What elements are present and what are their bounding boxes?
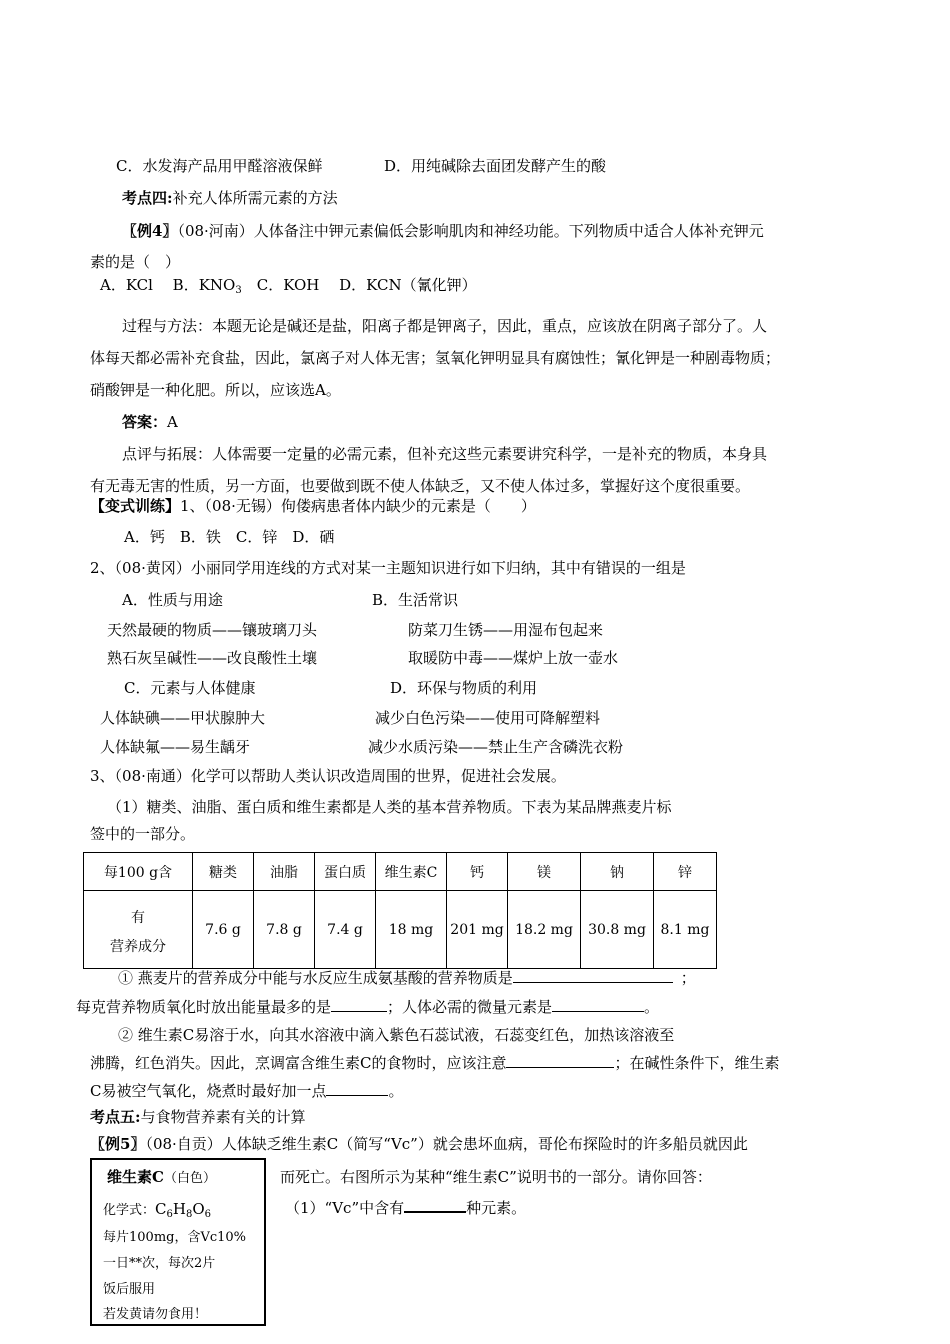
section-heading-5: 考点五:与食物营养素有关的计算 <box>90 1108 306 1126</box>
table-cell: 7.4 g <box>315 891 376 969</box>
q2-a-item2: 熟石灰呈碱性——改良酸性土壤 <box>107 649 318 667</box>
drill-q3-1b: 签中的一部分。 <box>90 825 196 843</box>
option-d: D．用纯碱除去面团发酵产生的酸 <box>384 157 607 175</box>
q2-b-item1: 防菜刀生锈——用湿布包起来 <box>408 621 604 639</box>
table-row-header: 有 营养成分 <box>84 891 193 969</box>
table-cell: 18 mg <box>376 891 447 969</box>
q3-sub1-line1: ① 燕麦片的营养成分中能与水反应生成氨基酸的营养物质是 ； <box>118 969 696 987</box>
review-line1: 点评与拓展：人体需要一定量的必需元素，但补充这些元素要讲究科学，一是补充的物质，本身具 <box>122 445 768 463</box>
q2-c-item1: 人体缺碘——甲状腺肿大 <box>100 709 266 727</box>
drill-q1: 【变式训练】1、（08·无锡）佝偻病患者体内缺少的元素是（ ） <box>90 497 536 515</box>
table-cell: 18.2 mg <box>508 891 581 969</box>
section-heading-4: 考点四:补充人体所需元素的方法 <box>122 189 338 207</box>
table-cell: 30.8 mg <box>581 891 654 969</box>
q3-sub1-line2: 每克营养物质氧化时放出能量最多的是 ；人体必需的微量元素是 。 <box>76 998 660 1016</box>
table-cell: 7.8 g <box>254 891 315 969</box>
label-frequency: 一日**次，每次2片 <box>103 1256 216 1271</box>
q2-d-item2: 减少水质污染——禁止生产含磷洗衣粉 <box>368 738 624 756</box>
vitamin-c-label <box>90 1158 266 1326</box>
nutrition-table <box>83 852 717 969</box>
answer-blank[interactable] <box>552 997 644 1012</box>
example-5-line2: 而死亡。右图所示为某种“维生素C”说明书的一部分。请你回答： <box>280 1168 712 1186</box>
drill-q3: 3、（08·南通）化学可以帮助人类认识改造周围的世界，促进社会发展。 <box>90 767 566 785</box>
table-col-header: 维生素C <box>376 853 447 891</box>
q2-a-item1: 天然最硬的物质——镶玻璃刀头 <box>107 621 318 639</box>
example-4-options: A．KCl B．$KNO_3$ C．KOH D．KCN（氰化钾） <box>100 276 477 296</box>
q2-group-d: D．环保与物质的利用 <box>390 679 538 697</box>
review-line2: 有无毒无害的性质，另一方面，也要做到既不使人体缺乏，又不使人体过多，掌握好这个度很重要。 <box>90 477 751 495</box>
table-col-header: 镁 <box>508 853 581 891</box>
q2-group-c: C．元素与人体健康 <box>124 679 256 697</box>
table-cell: 7.6 g <box>193 891 254 969</box>
q2-group-b: B．生活常识 <box>372 591 459 609</box>
table-col-header: 钙 <box>447 853 508 891</box>
q3-sub2-line1: ② 维生素C易溶于水，向其水溶液中滴入紫色石蕊试液，石蕊变红色，加热该溶液至 <box>118 1026 675 1044</box>
table-col-header: 钠 <box>581 853 654 891</box>
method-line2: 体每天都必需补充食盐，因此，氯离子对人体无害；氢氧化钾明显具有腐蚀性；氰化钾是一种剧毒物质； <box>90 349 781 367</box>
option-c: C．水发海产品用甲醛溶液保鲜 <box>116 157 323 175</box>
drill-q3-1a: （1）糖类、油脂、蛋白质和维生素都是人类的基本营养物质。下表为某品牌燕麦片标 <box>107 798 672 816</box>
table-col-header: 锌 <box>654 853 717 891</box>
label-usage: 饭后服用 <box>103 1282 156 1297</box>
label-dose: 每片100mg，含Vc10% <box>103 1230 247 1245</box>
answer-blank[interactable] <box>404 1197 466 1213</box>
table-row-header: 每100 g含 <box>84 853 193 891</box>
q2-group-a: A．性质与用途 <box>122 591 223 609</box>
table-header-row <box>84 853 717 891</box>
drill-q1-options: A．钙 B．铁 C．锌 D．硒 <box>124 528 335 546</box>
q2-c-item2: 人体缺氟——易生龋牙 <box>100 738 251 756</box>
answer: 答案：A <box>122 413 178 431</box>
drill-q2: 2、（08·黄冈）小丽同学用连线的方式对某一主题知识进行如下归纳，其中有错误的一组是 <box>90 559 686 577</box>
label-title: 维生素C（白色） <box>107 1168 216 1186</box>
answer-blank[interactable] <box>331 997 387 1012</box>
answer-blank[interactable] <box>506 1053 614 1068</box>
table-cell: 8.1 mg <box>654 891 717 969</box>
method-line3: 硝酸钾是一种化肥。所以，应该选A。 <box>90 381 341 399</box>
q3-sub2-line2: 沸腾，红色消失。因此，烹调富含维生素C的食物时，应该注意 ；在碱性条件下，维生素 <box>90 1054 780 1072</box>
table-col-header: 蛋白质 <box>315 853 376 891</box>
q3-sub2-line3: C易被空气氧化，烧煮时最好加一点 。 <box>90 1082 404 1100</box>
q2-b-item2: 取暖防中毒——煤炉上放一壶水 <box>408 649 619 667</box>
table-cell: 201 mg <box>447 891 508 969</box>
table-col-header: 糖类 <box>193 853 254 891</box>
method-line1: 过程与方法：本题无论是碱还是盐，阳离子都是钾离子，因此，重点，应该放在阴离子部分了。人 <box>122 317 768 335</box>
label-formula: 化学式：$C_6H_8O_6$ <box>103 1200 212 1220</box>
label-warning: 若发黄请勿食用！ <box>103 1307 208 1322</box>
table-col-header: 油脂 <box>254 853 315 891</box>
q2-d-item1: 减少白色污染——使用可降解塑料 <box>375 709 601 727</box>
example-4-line2: 素的是（ ） <box>90 253 181 271</box>
answer-blank[interactable] <box>326 1081 388 1096</box>
example-4-line1: 〖例4〗（08·河南）人体备注中钾元素偏低会影响肌肉和神经功能。下列物质中适合人体补充钾元 <box>122 222 764 240</box>
example-5-q1: （1）“Vc”中含有 种元素。 <box>285 1199 527 1217</box>
answer-blank[interactable] <box>513 968 673 983</box>
example-5-line1: 〖例5〗（08·自贡）人体缺乏维生素C（简写“Vc”）就会患坏血病，哥伦布探险时的许多船员就因此 <box>90 1135 748 1153</box>
table-value-row <box>84 891 717 969</box>
